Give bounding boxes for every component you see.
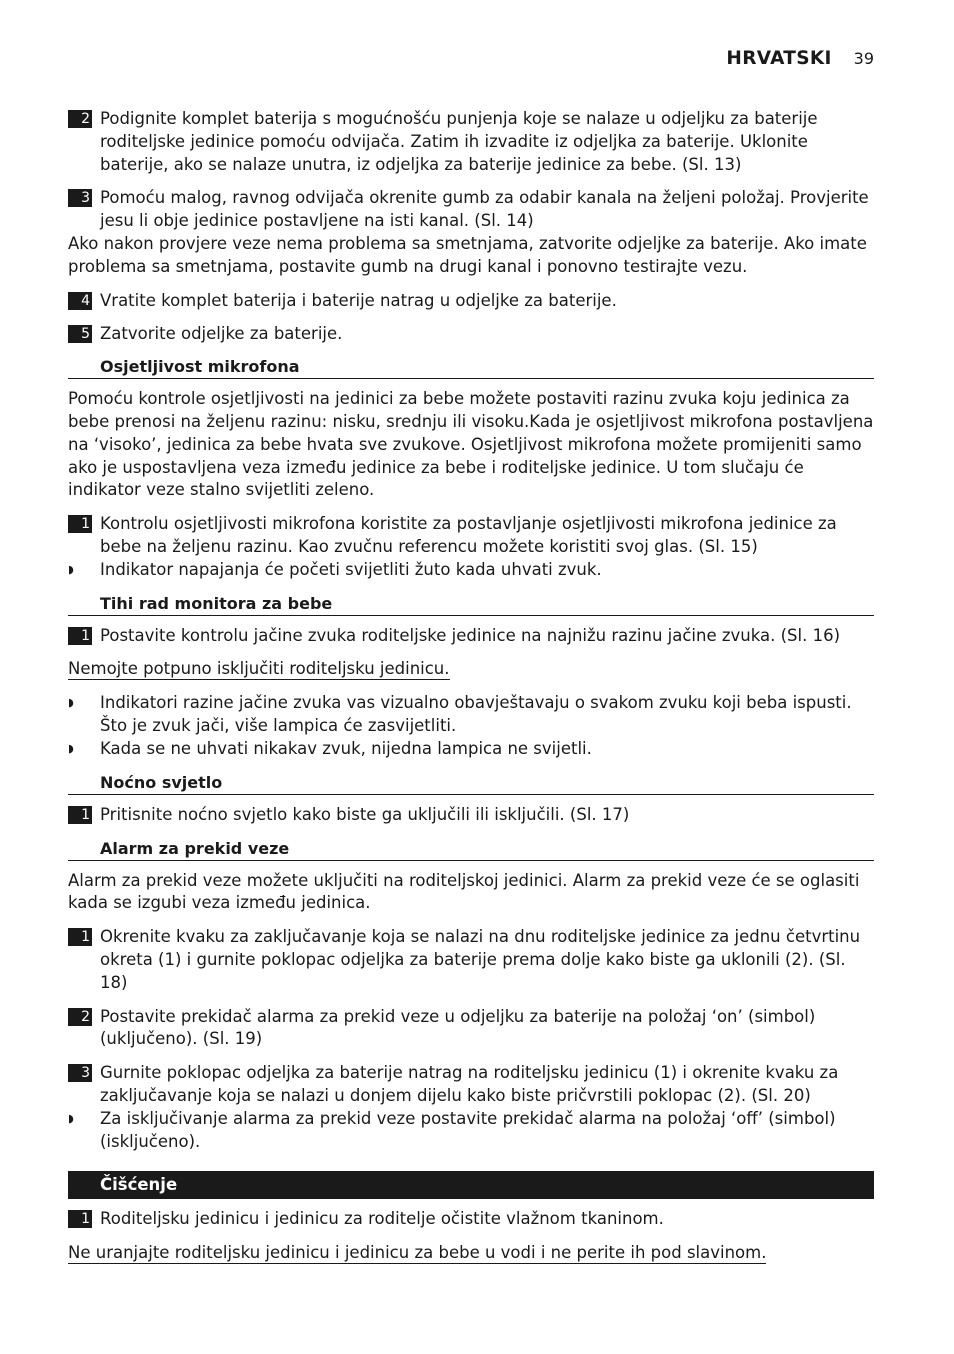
step-number: 2: [68, 110, 92, 128]
step-number: 3: [68, 189, 92, 207]
step-item: [68, 1208, 874, 1231]
section-heading: Tihi rad monitora za bebe: [68, 593, 874, 616]
note-text: Ne uranjajte roditeljsku jedinicu i jedinicu za bebe u vodi i ne perite ih pod slavinom.: [68, 1243, 767, 1263]
step-text: Gurnite poklopac odjeljka za baterije natrag na roditeljsku jedinicu (1) i okrenite kvaku za zaključavanje koja se nalazi u donjem dijelu kako biste pričvrstili poklopac (2). (Sl. 20): [100, 1063, 839, 1105]
language-label: HRVATSKI: [726, 48, 832, 69]
step-number: 1: [68, 1210, 92, 1228]
step-text: Vratite komplet baterija i baterije natrag u odjeljke za baterije.: [100, 290, 617, 310]
note-text: Nemojte potpuno isključiti roditeljsku jedinicu.: [68, 659, 450, 679]
step-item: [68, 290, 874, 313]
step-number: 3: [68, 1064, 92, 1082]
bullet-item: [68, 559, 874, 582]
bullet-item: [68, 692, 874, 738]
page-number: 39: [853, 49, 874, 68]
bullet-text: Za isključivanje alarma za prekid veze postavite prekidač alarma na položaj ‘off’ (simbol) (isključeno).: [100, 1108, 836, 1151]
bullet-icon: ◗: [68, 562, 74, 576]
step-number: 1: [68, 806, 92, 824]
step-text: Roditeljsku jedinicu i jedinicu za roditelje očistite vlažnom tkaninom.: [100, 1209, 664, 1229]
step-item: [68, 625, 874, 648]
step-item: [68, 323, 874, 346]
body-paragraph: Alarm za prekid veze možete uključiti na roditeljskoj jedinici. Alarm za prekid veze će se oglasiti kada se izgubi veza između jedinica.: [68, 870, 860, 913]
step-item: [68, 108, 874, 176]
step-text: Pritisnite noćno svjetlo kako biste ga uključili ili isključili. (Sl. 17): [100, 804, 630, 824]
step-item: [68, 513, 874, 559]
step-text: Postavite kontrolu jačine zvuka roditeljske jedinice na najnižu razinu jačine zvuka. (Sl. 16): [100, 625, 841, 645]
step-number: 4: [68, 292, 92, 310]
body-paragraph: Pomoću kontrole osjetljivosti na jedinici za bebe možete postaviti razinu zvuka koju jedinica za bebe prenosi na željenu razinu: nisku, srednju ili visoku.Kada je osjetljivost mikrofona postavljena na ‘visoko’, jedinica za bebe hvata sve zvukove. Osjetljivost mikrofona možete promijeniti samo ako je uspostavljena veza između jedinice za bebe i roditeljske jedinice. U tom slučaju će indikator veze stalno svijetliti zeleno.: [68, 389, 874, 500]
step-number: 1: [68, 515, 92, 533]
section-heading: Noćno svjetlo: [68, 772, 874, 795]
step-text: Okrenite kvaku za zaključavanje koja se nalazi na dnu roditeljske jedinice za jednu četvrtinu okreta (1) i gurnite poklopac odjeljka za baterije prema dolje kako biste ga uklonili (2). (Sl. 18): [100, 927, 861, 992]
bullet-icon: ◗: [68, 696, 74, 710]
bullet-icon: ◗: [68, 1111, 74, 1125]
step-text: Postavite prekidač alarma za prekid veze u odjeljku za baterije na položaj ‘on’ (simbol) (uključeno). (Sl. 19): [100, 1006, 816, 1049]
step-number: 1: [68, 928, 92, 946]
page-content: [68, 108, 874, 1276]
bullet-text: Kada se ne uhvati nikakav zvuk, nijedna lampica ne svijetli.: [100, 738, 592, 758]
step-number: 2: [68, 1008, 92, 1026]
step-item: [68, 1006, 874, 1052]
step-number: 1: [68, 627, 92, 645]
step-item: [68, 187, 874, 233]
step-text: Podignite komplet baterija s mogućnošću punjenja koje se nalaze u odjeljku za baterije roditeljske jedinice pomoću odvijača. Zatim ih izvadite iz odjeljka za baterije. Uklonite baterije, ako se nalaze unutra, iz odjeljka za baterije jedinice za bebe. (Sl. 13): [100, 109, 818, 174]
bullet-item: [68, 1108, 874, 1154]
step-item: [68, 926, 874, 994]
step-text: Zatvorite odjeljke za baterije.: [100, 324, 343, 344]
bullet-icon: ◗: [68, 741, 74, 755]
step-number: 5: [68, 325, 92, 343]
section-heading: Alarm za prekid veze: [68, 838, 874, 861]
step-text: Kontrolu osjetljivosti mikrofona koristite za postavljanje osjetljivosti mikrofona jedinice za bebe na željenu razinu. Kao zvučnu referencu možete koristiti svoj glas. (Sl. 15): [100, 514, 837, 556]
step-item: [68, 1062, 874, 1108]
page-header: [726, 48, 874, 69]
bullet-text: Indikator napajanja će početi svijetliti žuto kada uhvati zvuk.: [100, 559, 602, 579]
bullet-item: [68, 738, 874, 761]
step-text: Pomoću malog, ravnog odvijača okrenite gumb za odabir kanala na željeni položaj. Provjerite jesu li obje jedinice postavljene na isti kanal. (Sl. 14): [100, 188, 869, 231]
step-item: [68, 804, 874, 827]
body-paragraph: Ako nakon provjere veze nema problema sa smetnjama, zatvorite odjeljke za baterije. Ako imate problema sa smetnjama, postavite gumb na drugi kanal i ponovno testirajte vezu.: [68, 233, 867, 276]
section-heading: Osjetljivost mikrofona: [68, 356, 874, 379]
bullet-text: Indikatori razine jačine zvuka vas vizualno obavještavaju o svakom zvuku koji beba ispusti. Što je zvuk jači, više lampica će zasvijetliti.: [100, 693, 852, 736]
chapter-heading: Čišćenje: [68, 1171, 874, 1199]
